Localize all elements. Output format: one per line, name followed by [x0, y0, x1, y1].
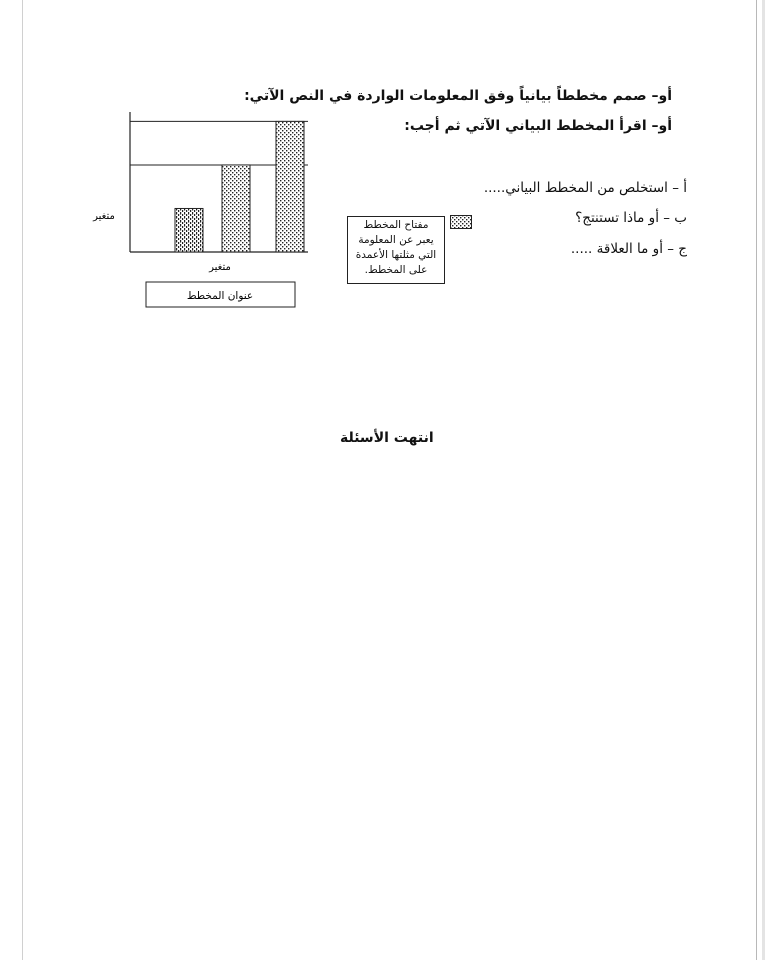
page-edge-right — [756, 0, 757, 960]
legend-line: على المخطط. — [364, 264, 428, 276]
legend-line: مفتاح المخطط — [363, 219, 429, 231]
question-item-a: أ – استخلص من المخطط البياني..... — [483, 180, 687, 196]
legend-line: يعبر عن المعلومة — [358, 234, 434, 246]
chart-bar — [222, 165, 250, 252]
chart-title: عنوان المخطط — [186, 290, 254, 302]
chart-bar — [175, 208, 203, 252]
legend-key-box — [347, 216, 445, 284]
chart-bar — [276, 121, 304, 252]
page-shadow — [762, 0, 765, 960]
question-item-c: ج – أو ما العلاقة ..... — [570, 241, 687, 257]
end-of-questions: انتهت الأسئلة — [340, 430, 434, 446]
legend-line: التي مثلتها الأعمدة — [355, 249, 437, 261]
legend-swatch — [450, 215, 472, 229]
y-axis-label: متغير — [93, 211, 115, 222]
question-read-chart: أو– اقرأ المخطط البياني الآتي ثم أجب: — [404, 118, 672, 134]
question-design-chart: أو– صمم مخططاً بيانياً وفق المعلومات الواردة في النص الآتي: — [244, 88, 672, 104]
x-axis-label: متغير — [209, 262, 231, 273]
question-item-b: ب – أو ماذا تستنتج؟ — [575, 210, 687, 226]
bar-chart — [0, 100, 340, 330]
